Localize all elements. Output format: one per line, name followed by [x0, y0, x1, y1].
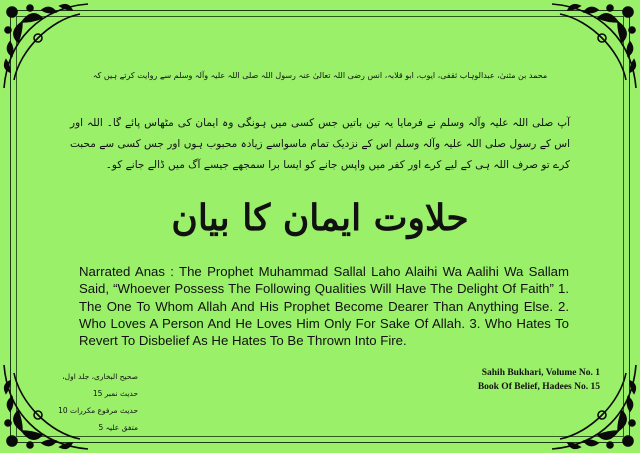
corner-ornament-top-left [0, 0, 92, 92]
english-reference-line-2: Book Of Belief, Hadees No. 15 [477, 381, 600, 392]
english-hadith-text: Narrated Anas : The Prophet Muhammad Sallal Laho Alaihi Wa Aalihi Wa Sallam Said, “Whoever Possess The Following Qualities Will Have The Delight Of Faith” 1. The One To Whom Allah And His Prophet Become Dearer Than Anything Else. 2. Who Loves A Person And He Loves Him Only For Sake Of Allah. 3. Who Hates To Revert To Disbelief As He Hates To Be Thrown Into Fire. [79, 264, 569, 349]
corner-ornament-top-right [548, 0, 640, 92]
urdu-reference [48, 368, 138, 436]
urdu-reference-line-1: صحیح البخاری، جلد اول، حدیث نمبر 15 [62, 372, 138, 398]
english-reference [440, 367, 600, 394]
urdu-narrator-chain: محمد بن مثنیٰ، عبدالوہاب ثقفی، ایوب، ابو قلابہ، انس رضی اللہ تعالیٰ عنہ رسول اللہ صلی اللہ علیہ وآلہ وسلم سے روایت کرتے ہیں کہ [92, 71, 548, 80]
urdu-hadith-text: آپ صلی اللہ علیہ وآلہ وسلم نے فرمایا یہ تین باتیں جس کسی میں ہونگی وہ ایمان کی مٹھاس پائے گا۔ اللہ اور اس کے رسول صلی اللہ علیہ وآلہ وسلم اس کے نزدیک تمام ماسواسے زیادہ محبوب ہوں اور جس کسی سے محبت کرے تو صرف اللہ ہی کے لیے کرے اور کفر میں واپس جانے کو ایسا برا سمجھے جیسے آگ میں ڈالے جانے کو۔ [70, 117, 570, 171]
urdu-reference-line-2: حدیث مرفوع مکررات 10 متفق علیہ 5 [58, 406, 138, 432]
english-reference-line-1: Sahih Bukhari, Volume No. 1 [481, 368, 600, 378]
urdu-title: حلاوت ایمان کا بیان [171, 197, 469, 239]
